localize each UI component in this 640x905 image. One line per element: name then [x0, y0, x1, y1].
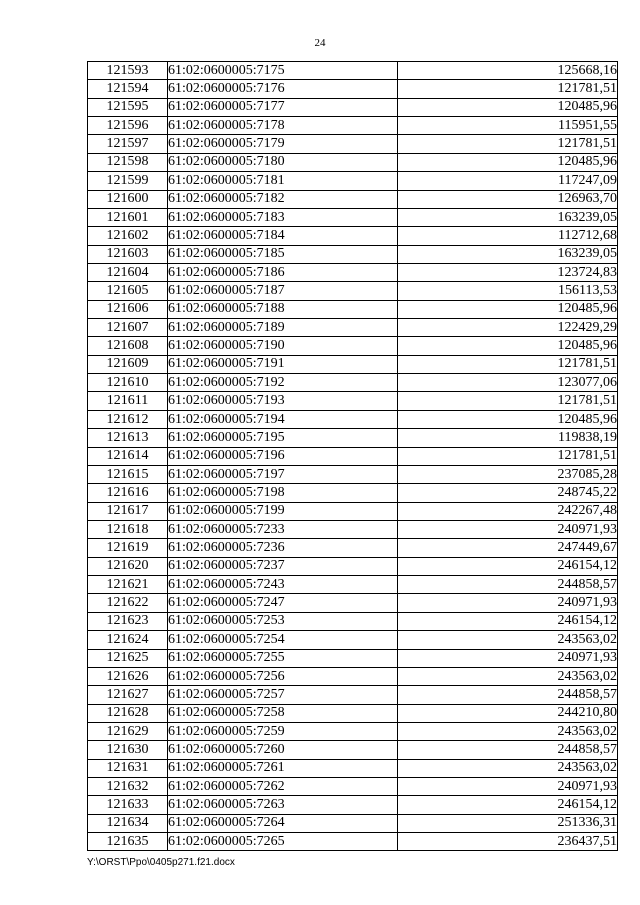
value-cell: 240971,93 [398, 520, 618, 538]
row-number-cell: 121613 [88, 429, 168, 447]
row-number-cell: 121626 [88, 667, 168, 685]
table-row [88, 98, 618, 116]
table-row [88, 80, 618, 98]
value-cell: 123724,83 [398, 263, 618, 281]
value-cell: 237085,28 [398, 465, 618, 483]
table-row [88, 282, 618, 300]
cadastral-number-cell: 61:02:0600005:7256 [168, 667, 398, 685]
table-row [88, 319, 618, 337]
table-row [88, 484, 618, 502]
cadastral-number-cell: 61:02:0600005:7189 [168, 319, 398, 337]
value-cell: 243563,02 [398, 667, 618, 685]
row-number-cell: 121635 [88, 833, 168, 851]
table-row [88, 520, 618, 538]
table-row [88, 631, 618, 649]
row-number-cell: 121594 [88, 80, 168, 98]
table-row [88, 649, 618, 667]
value-cell: 120485,96 [398, 98, 618, 116]
table-row [88, 208, 618, 226]
table-row [88, 227, 618, 245]
table-row [88, 429, 618, 447]
row-number-cell: 121618 [88, 520, 168, 538]
cadastral-number-cell: 61:02:0600005:7186 [168, 263, 398, 281]
value-cell: 120485,96 [398, 410, 618, 428]
value-cell: 244858,57 [398, 741, 618, 759]
value-cell: 246154,12 [398, 796, 618, 814]
table-row [88, 447, 618, 465]
cadastral-number-cell: 61:02:0600005:7178 [168, 117, 398, 135]
row-number-cell: 121598 [88, 153, 168, 171]
row-number-cell: 121601 [88, 208, 168, 226]
value-cell: 163239,05 [398, 208, 618, 226]
cadastral-number-cell: 61:02:0600005:7185 [168, 245, 398, 263]
cadastral-number-cell: 61:02:0600005:7247 [168, 594, 398, 612]
row-number-cell: 121595 [88, 98, 168, 116]
row-number-cell: 121623 [88, 612, 168, 630]
cadastral-number-cell: 61:02:0600005:7261 [168, 759, 398, 777]
table-row [88, 117, 618, 135]
table-row [88, 172, 618, 190]
table-row [88, 410, 618, 428]
cadastral-number-cell: 61:02:0600005:7254 [168, 631, 398, 649]
value-cell: 120485,96 [398, 300, 618, 318]
cadastral-number-cell: 61:02:0600005:7263 [168, 796, 398, 814]
table-row [88, 465, 618, 483]
cadastral-number-cell: 61:02:0600005:7262 [168, 778, 398, 796]
table-row [88, 741, 618, 759]
table-row [88, 300, 618, 318]
table-row [88, 814, 618, 832]
table-row [88, 778, 618, 796]
cadastral-number-cell: 61:02:0600005:7180 [168, 153, 398, 171]
cadastral-number-cell: 61:02:0600005:7183 [168, 208, 398, 226]
table-row [88, 759, 618, 777]
value-cell: 246154,12 [398, 612, 618, 630]
row-number-cell: 121633 [88, 796, 168, 814]
cadastral-number-cell: 61:02:0600005:7258 [168, 704, 398, 722]
row-number-cell: 121614 [88, 447, 168, 465]
table-row [88, 576, 618, 594]
value-cell: 112712,68 [398, 227, 618, 245]
cadastral-number-cell: 61:02:0600005:7193 [168, 392, 398, 410]
page-number: 24 [314, 37, 326, 49]
row-number-cell: 121631 [88, 759, 168, 777]
row-number-cell: 121612 [88, 410, 168, 428]
table-row [88, 686, 618, 704]
cadastral-table [87, 61, 618, 851]
cadastral-number-cell: 61:02:0600005:7192 [168, 374, 398, 392]
row-number-cell: 121609 [88, 355, 168, 373]
value-cell: 126963,70 [398, 190, 618, 208]
cadastral-number-cell: 61:02:0600005:7243 [168, 576, 398, 594]
table-row [88, 704, 618, 722]
value-cell: 125668,16 [398, 62, 618, 80]
table-row [88, 355, 618, 373]
value-cell: 236437,51 [398, 833, 618, 851]
value-cell: 240971,93 [398, 649, 618, 667]
row-number-cell: 121622 [88, 594, 168, 612]
value-cell: 156113,53 [398, 282, 618, 300]
row-number-cell: 121611 [88, 392, 168, 410]
table-row [88, 612, 618, 630]
cadastral-number-cell: 61:02:0600005:7198 [168, 484, 398, 502]
cadastral-number-cell: 61:02:0600005:7190 [168, 337, 398, 355]
value-cell: 243563,02 [398, 759, 618, 777]
table-row [88, 594, 618, 612]
cadastral-number-cell: 61:02:0600005:7197 [168, 465, 398, 483]
value-cell: 120485,96 [398, 153, 618, 171]
cadastral-number-cell: 61:02:0600005:7187 [168, 282, 398, 300]
cadastral-number-cell: 61:02:0600005:7195 [168, 429, 398, 447]
table-row [88, 374, 618, 392]
value-cell: 243563,02 [398, 722, 618, 740]
value-cell: 251336,31 [398, 814, 618, 832]
row-number-cell: 121617 [88, 502, 168, 520]
row-number-cell: 121616 [88, 484, 168, 502]
table-row [88, 539, 618, 557]
row-number-cell: 121634 [88, 814, 168, 832]
cadastral-number-cell: 61:02:0600005:7191 [168, 355, 398, 373]
row-number-cell: 121624 [88, 631, 168, 649]
value-cell: 119838,19 [398, 429, 618, 447]
value-cell: 244858,57 [398, 576, 618, 594]
row-number-cell: 121620 [88, 557, 168, 575]
row-number-cell: 121608 [88, 337, 168, 355]
cadastral-number-cell: 61:02:0600005:7237 [168, 557, 398, 575]
footer-file-path: Y:\ORST\Ppo\0405p271.f21.docx [87, 857, 235, 868]
row-number-cell: 121597 [88, 135, 168, 153]
row-number-cell: 121602 [88, 227, 168, 245]
table-row [88, 722, 618, 740]
table-row [88, 190, 618, 208]
cadastral-number-cell: 61:02:0600005:7255 [168, 649, 398, 667]
row-number-cell: 121630 [88, 741, 168, 759]
value-cell: 117247,09 [398, 172, 618, 190]
table-body [88, 62, 618, 851]
row-number-cell: 121599 [88, 172, 168, 190]
cadastral-number-cell: 61:02:0600005:7233 [168, 520, 398, 538]
value-cell: 115951,55 [398, 117, 618, 135]
row-number-cell: 121596 [88, 117, 168, 135]
cadastral-number-cell: 61:02:0600005:7199 [168, 502, 398, 520]
table-row [88, 62, 618, 80]
row-number-cell: 121600 [88, 190, 168, 208]
value-cell: 122429,29 [398, 319, 618, 337]
row-number-cell: 121606 [88, 300, 168, 318]
row-number-cell: 121605 [88, 282, 168, 300]
value-cell: 123077,06 [398, 374, 618, 392]
row-number-cell: 121619 [88, 539, 168, 557]
value-cell: 121781,51 [398, 80, 618, 98]
table-row [88, 135, 618, 153]
value-cell: 244210,80 [398, 704, 618, 722]
cadastral-number-cell: 61:02:0600005:7175 [168, 62, 398, 80]
value-cell: 242267,48 [398, 502, 618, 520]
table-row [88, 245, 618, 263]
table-row [88, 667, 618, 685]
cadastral-number-cell: 61:02:0600005:7196 [168, 447, 398, 465]
value-cell: 120485,96 [398, 337, 618, 355]
row-number-cell: 121627 [88, 686, 168, 704]
value-cell: 248745,22 [398, 484, 618, 502]
value-cell: 246154,12 [398, 557, 618, 575]
row-number-cell: 121625 [88, 649, 168, 667]
value-cell: 121781,51 [398, 447, 618, 465]
value-cell: 244858,57 [398, 686, 618, 704]
value-cell: 240971,93 [398, 594, 618, 612]
cadastral-number-cell: 61:02:0600005:7182 [168, 190, 398, 208]
cadastral-number-cell: 61:02:0600005:7259 [168, 722, 398, 740]
row-number-cell: 121604 [88, 263, 168, 281]
value-cell: 121781,51 [398, 355, 618, 373]
cadastral-number-cell: 61:02:0600005:7265 [168, 833, 398, 851]
cadastral-number-cell: 61:02:0600005:7257 [168, 686, 398, 704]
value-cell: 247449,67 [398, 539, 618, 557]
row-number-cell: 121615 [88, 465, 168, 483]
table-row [88, 153, 618, 171]
table-row [88, 502, 618, 520]
table-row [88, 263, 618, 281]
row-number-cell: 121629 [88, 722, 168, 740]
table-row [88, 796, 618, 814]
row-number-cell: 121607 [88, 319, 168, 337]
value-cell: 121781,51 [398, 135, 618, 153]
cadastral-number-cell: 61:02:0600005:7264 [168, 814, 398, 832]
cadastral-number-cell: 61:02:0600005:7179 [168, 135, 398, 153]
row-number-cell: 121610 [88, 374, 168, 392]
row-number-cell: 121632 [88, 778, 168, 796]
cadastral-number-cell: 61:02:0600005:7236 [168, 539, 398, 557]
value-cell: 121781,51 [398, 392, 618, 410]
cadastral-number-cell: 61:02:0600005:7177 [168, 98, 398, 116]
cadastral-number-cell: 61:02:0600005:7184 [168, 227, 398, 245]
table-row [88, 557, 618, 575]
cadastral-number-cell: 61:02:0600005:7253 [168, 612, 398, 630]
value-cell: 240971,93 [398, 778, 618, 796]
cadastral-number-cell: 61:02:0600005:7188 [168, 300, 398, 318]
table-row [88, 392, 618, 410]
row-number-cell: 121593 [88, 62, 168, 80]
cadastral-number-cell: 61:02:0600005:7181 [168, 172, 398, 190]
row-number-cell: 121603 [88, 245, 168, 263]
cadastral-number-cell: 61:02:0600005:7260 [168, 741, 398, 759]
table-row [88, 337, 618, 355]
cadastral-number-cell: 61:02:0600005:7194 [168, 410, 398, 428]
cadastral-number-cell: 61:02:0600005:7176 [168, 80, 398, 98]
value-cell: 163239,05 [398, 245, 618, 263]
table-row [88, 833, 618, 851]
row-number-cell: 121621 [88, 576, 168, 594]
row-number-cell: 121628 [88, 704, 168, 722]
value-cell: 243563,02 [398, 631, 618, 649]
